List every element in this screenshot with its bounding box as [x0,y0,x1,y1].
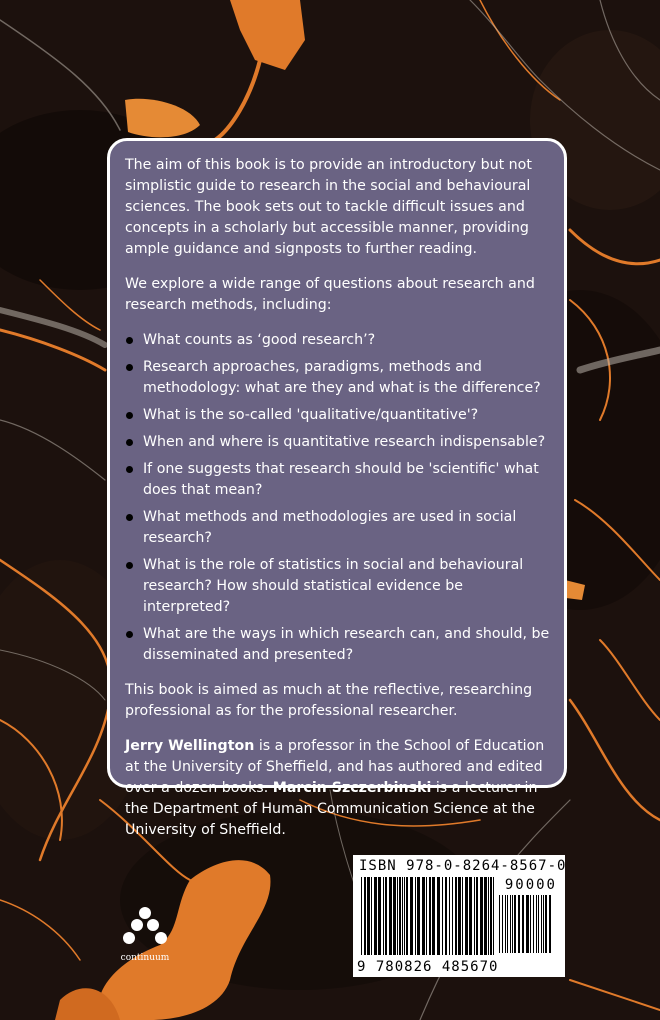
barcode-bar [399,877,401,955]
author2-name: Marcin Szczerbinski [272,780,432,796]
barcode-bar [507,895,508,953]
list-item [125,507,550,549]
list-item [125,555,550,618]
barcode-bar [462,877,463,955]
barcode-bar [541,895,542,953]
barcode-bar [437,877,440,955]
barcode-bar [484,877,487,955]
publisher-name: continuum [120,953,170,963]
publisher-logo [112,905,178,965]
barcode-bar [514,895,516,953]
barcode-bar [374,877,377,955]
barcode-bar [480,877,483,955]
author2-bio: is a lecturer in the Department of Human Communication Science at the University of Sheffield. [125,780,538,838]
barcode-bar [549,895,551,953]
barcode-bar [364,877,366,955]
barcode-bar [499,895,500,953]
barcode-bar [465,877,468,955]
barcode-bar [476,877,478,955]
intro-paragraph: The aim of this book is to provide an introductory but not simplistic guide to research in the social and behavioural sciences. The book sets out to tackle difficult issues and concepts in a scholarly but accessible manner, providing ample guidance and signposts to further reading. [125,157,532,257]
barcode-bar [543,895,544,953]
list-item [125,405,550,426]
barcode-bar [522,895,524,953]
barcode-bar [432,877,435,955]
barcode-bar [530,895,531,953]
barcode-bar [545,895,547,953]
list-item-text: What methods and methodologies are used in social research? [143,509,517,546]
barcode-bar [538,895,539,953]
barcode-bar [417,877,420,955]
barcode-bar [469,877,472,955]
list-item [125,624,550,666]
barcode-bar [393,877,396,955]
barcode-bar [505,895,506,953]
barcode-bar [367,877,370,955]
main-barcode [361,877,497,955]
barcode-bar [404,877,405,955]
list-item-text: What is the so-called 'qualitative/quantitative'? [143,407,479,423]
author1-name: Jerry Wellington [125,738,255,754]
barcode-bar [429,877,431,955]
authors-paragraph [125,736,550,841]
barcode-bar [452,877,453,955]
barcode-bar [415,877,416,955]
list-item [125,330,550,351]
bullet-icon [126,412,133,419]
barcode-bar [383,877,384,955]
bullet-icon [126,364,133,371]
barcode-bar [445,877,447,955]
barcode-bar [458,877,461,955]
isbn-text: ISBN 978-0-8264-8567-0 [359,858,567,874]
list-item-text: What is the role of statistics in social and behavioural research? How should statistical evidence be interpreted? [143,557,524,615]
barcode-bar [518,895,520,953]
audience-paragraph: This book is aimed as much at the reflective, researching professional as for the professional researcher. [125,682,533,719]
barcode-bar [422,877,425,955]
barcode-box [353,855,565,977]
barcode-bar [410,877,413,955]
continuum-logo-icon [112,905,178,953]
barcode-bar [474,877,475,955]
barcode-bar [426,877,427,955]
bullet-icon [126,439,133,446]
barcode-bar [385,877,387,955]
barcode-bar [493,877,494,955]
barcode-bar [488,877,489,955]
description-panel [107,138,567,838]
barcode-bar [455,877,457,955]
list-item-text: What are the ways in which research can, and should, be disseminated and presented? [143,626,550,663]
barcode-bar [490,877,492,955]
list-item [125,432,550,453]
barcode-bar [389,877,392,955]
barcode-bar [502,895,503,953]
barcode-bar [397,877,398,955]
barcode-bar [536,895,537,953]
barcode-bar [378,877,381,955]
barcode-bar [449,877,450,955]
barcode-addon-text: 90000 [504,877,557,893]
questions-intro: We explore a wide range of questions about research and research methods, including: [125,276,535,313]
list-item-text: Research approaches, paradigms, methods and methodology: what are they and what is the difference? [143,359,541,396]
bullet-icon [126,562,133,569]
list-item [125,357,550,399]
barcode-digits: 9 780826 485670 [357,959,499,975]
bullet-icon [126,466,133,473]
barcode-bar [361,877,362,955]
bullet-icon [126,337,133,344]
barcode-bar [402,877,403,955]
barcode-bar [406,877,408,955]
barcode-bar [442,877,443,955]
list-item-text: What counts as ‘good research’? [143,332,376,348]
bullet-icon [126,514,133,521]
barcode-bar [533,895,534,953]
list-item-text: If one suggests that research should be 'scientific' what does that mean? [143,461,539,498]
author1-bio: is a professor in the School of Education at the University of Sheffield, and has authored and edited over a dozen books. [125,738,545,796]
questions-list [125,330,550,666]
addon-barcode [499,895,553,953]
list-item-text: When and where is quantitative research indispensable? [143,434,546,450]
barcode-bar [512,895,513,953]
barcode-bar [510,895,511,953]
list-item [125,459,550,501]
bullet-icon [126,631,133,638]
barcode-bar [526,895,529,953]
barcode-bar [371,877,372,955]
